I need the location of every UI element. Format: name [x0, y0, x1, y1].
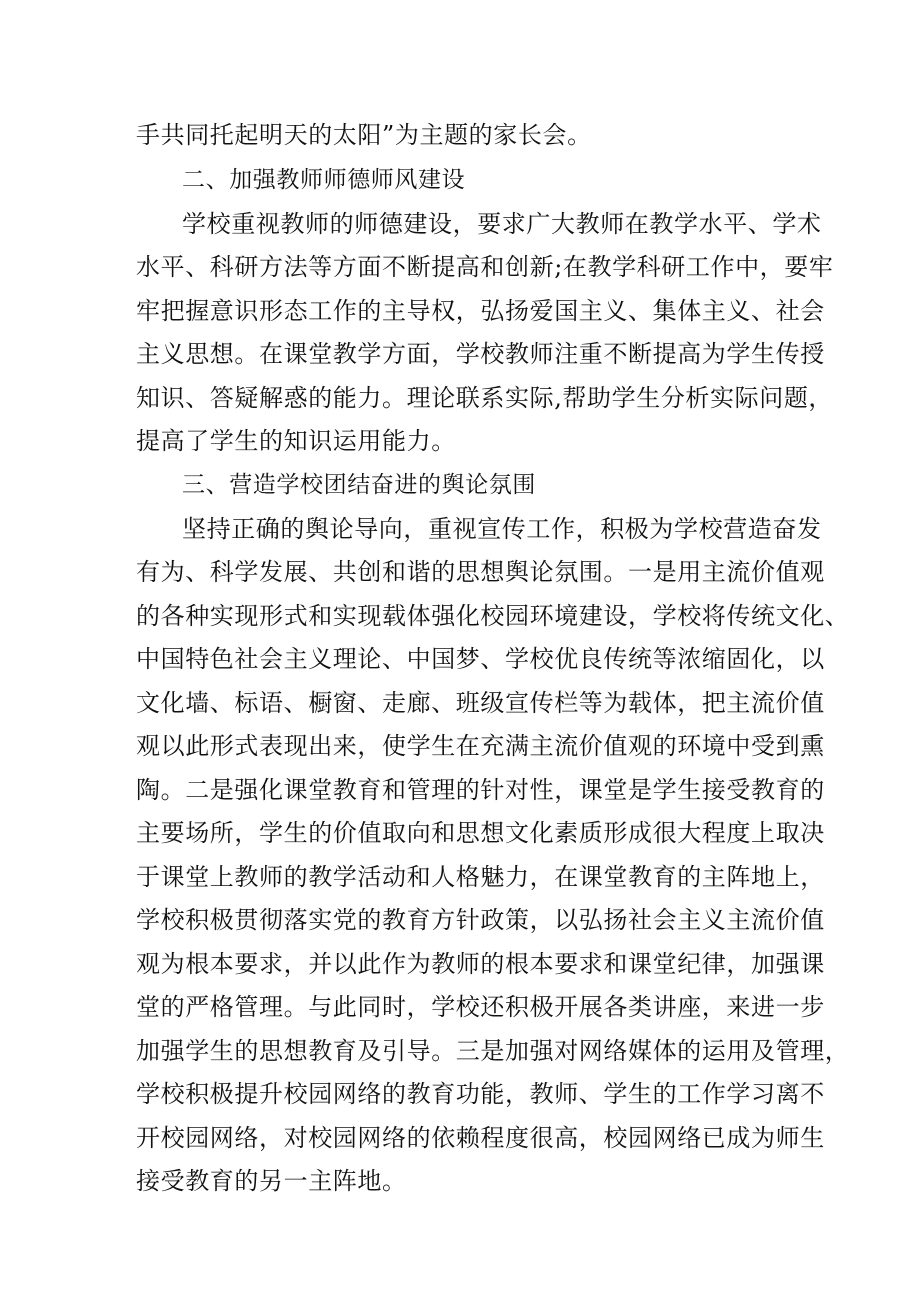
paragraph-line: 陶。二是强化课堂教育和管理的针对性，课堂是学生接受教育的: [136, 776, 825, 804]
paragraph-line: 文化墙、标语、橱窗、走廊、班级宣传栏等为载体，把主流价值: [136, 689, 825, 717]
paragraph-line: 知识、答疑解惑的能力。理论联系实际,帮助学生分析实际问题，: [136, 384, 834, 412]
paragraph-line: 学校积极提升校园网络的教育功能，教师、学生的工作学习离不: [136, 1080, 825, 1108]
paragraph-line: 中国特色社会主义理论、中国梦、学校优良传统等浓缩固化，以: [136, 645, 825, 673]
paragraph-line: 观为根本要求，并以此作为教师的根本要求和课堂纪律，加强课: [136, 950, 825, 978]
paragraph-line: 坚持正确的舆论导向，重视宣传工作，积极为学校营造奋发: [182, 515, 822, 543]
paragraph-line: 观以此形式表现出来，使学生在充满主流价值观的环境中受到熏: [136, 732, 825, 760]
paragraph-line: 接受教育的另一主阵地。: [136, 1167, 407, 1195]
paragraph-line: 学校积极贯彻落实党的教育方针政策，以弘扬社会主义主流价值: [136, 906, 825, 934]
paragraph-line: 手共同托起明天的太阳”为主题的家长会。: [136, 121, 592, 149]
paragraph-line: 学校重视教师的师德建设，要求广大教师在教学水平、学术: [182, 210, 822, 238]
paragraph-line: 堂的严格管理。与此同时，学校还积极开展各类讲座，来进一步: [136, 993, 825, 1021]
paragraph-line: 于课堂上教师的教学活动和人格魅力，在课堂教育的主阵地上，: [136, 863, 825, 891]
paragraph-line: 提高了学生的知识运用能力。: [136, 427, 456, 455]
paragraph-line: 牢把握意识形态工作的主导权，弘扬爱国主义、集体主义、社会: [136, 297, 825, 325]
paragraph-line: 的各种实现形式和实现载体强化校园环境建设，学校将传统文化、: [136, 602, 850, 630]
section-heading: 三、营造学校团结奋进的舆论氛围: [182, 472, 536, 498]
section-heading: 二、加强教师师德师风建设: [182, 167, 466, 193]
paragraph-line: 开校园网络，对校园网络的依赖程度很高，校园网络已成为师生: [136, 1124, 825, 1152]
paragraph-line: 主义思想。在课堂教学方面，学校教师注重不断提高为学生传授: [136, 340, 825, 368]
paragraph-line: 水平、科研方法等方面不断提高和创新;在教学科研工作中，要牢: [136, 253, 834, 281]
paragraph-line: 加强学生的思想教育及引导。三是加强对网络媒体的运用及管理，: [136, 1037, 850, 1065]
paragraph-line: 主要场所，学生的价值取向和思想文化素质形成很大程度上取决: [136, 819, 825, 847]
paragraph-line: 有为、科学发展、共创和谐的思想舆论氛围。一是用主流价值观: [136, 558, 825, 586]
